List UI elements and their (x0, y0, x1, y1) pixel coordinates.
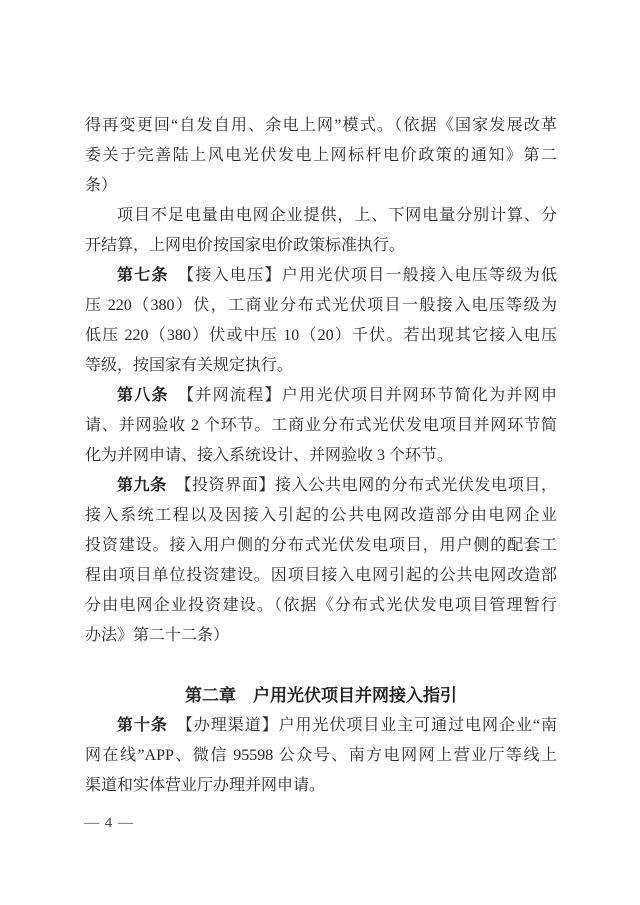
line-text: 【办理渠道】户用光伏项目业主可通过电网企业“南 (167, 717, 557, 734)
article-7-line (85, 261, 557, 291)
article-8-line (85, 441, 557, 471)
line-text: 委关于完善陆上风电光伏发电上网标杆电价政策的通知》第二 (85, 147, 557, 164)
article-10-line (85, 771, 557, 801)
page-footer (84, 812, 134, 834)
line-text: 低压 220（380）伏或中压 10（20）千伏。若出现其它接入电压 (85, 327, 557, 344)
line-text: 得再变更回“自发自用、余电上网”模式。（依据《国家发展改革 (85, 117, 557, 134)
article-9-line (85, 561, 557, 591)
line-text: 【并网流程】户用光伏项目并网环节简化为并网申 (168, 387, 557, 404)
article-9-line (85, 531, 557, 561)
line-text: 分由电网企业投资建设。（依据《分布式光伏发电项目管理暂行 (85, 597, 557, 614)
para-tariff-mode-line (85, 141, 557, 171)
line-text: 条） (85, 177, 118, 194)
para-tariff-mode-line (85, 111, 557, 141)
article-7-line (85, 351, 557, 381)
line-text: 程由项目单位投资建设。因项目接入电网引起的公共电网改造部 (85, 567, 557, 584)
line-text: 请、并网验收 2 个环节。工商业分布式光伏发电项目并网环节简 (85, 417, 557, 434)
article-9-line (85, 591, 557, 621)
line-text: 【接入电压】户用光伏项目一般接入电压等级为低 (168, 267, 557, 284)
article-9-line (85, 621, 557, 651)
article-10-line (85, 711, 557, 741)
line-text: 等级，按国家有关规定执行。 (85, 357, 294, 374)
article-7-line (85, 321, 557, 351)
article-8-number: 第八条 (117, 387, 169, 404)
article-9-line (85, 471, 557, 501)
para-settlement-line (85, 201, 557, 231)
para-tariff-mode-line (85, 171, 557, 201)
article-10-number: 第十条 (117, 717, 168, 734)
article-7-line (85, 291, 557, 321)
line-text: 网在线”APP、微信 95598 公众号、南方电网网上营业厅等线上 (85, 747, 557, 764)
line-text: 投资建设。接入用户侧的分布式光伏发电项目，用户侧的配套工 (85, 537, 557, 554)
line-text: 渠道和实体营业厅办理并网申请。 (85, 777, 326, 794)
article-9-line (85, 501, 557, 531)
line-text: 压 220（380）伏，工商业分布式光伏项目一般接入电压等级为 (85, 297, 557, 314)
chapter-2-heading: 第二章 户用光伏项目并网接入指引 (185, 686, 457, 705)
article-8-line (85, 411, 557, 441)
document-content (85, 111, 557, 801)
article-10-line (85, 741, 557, 771)
line-text: 项目不足电量由电网企业提供，上、下网电量分别计算、分 (117, 207, 557, 224)
page-number: — 4 — (84, 815, 134, 831)
line-text: 【投资界面】接入公共电网的分布式光伏发电项目， (166, 477, 557, 494)
para-settlement-line (85, 231, 557, 261)
line-text: 开结算，上网电价按国家电价政策标准执行。 (85, 237, 406, 254)
line-text: 办法》第二十二条） (85, 627, 230, 644)
article-7-number: 第七条 (117, 267, 169, 284)
article-8-line (85, 381, 557, 411)
line-text: 接入系统工程以及因接入引起的公共电网改造部分由电网企业 (85, 507, 557, 524)
article-9-number: 第九条 (117, 477, 167, 494)
line-text: 化为并网申请、接入系统设计、并网验收 3 个环节。 (85, 447, 454, 464)
blank-line (85, 651, 557, 681)
